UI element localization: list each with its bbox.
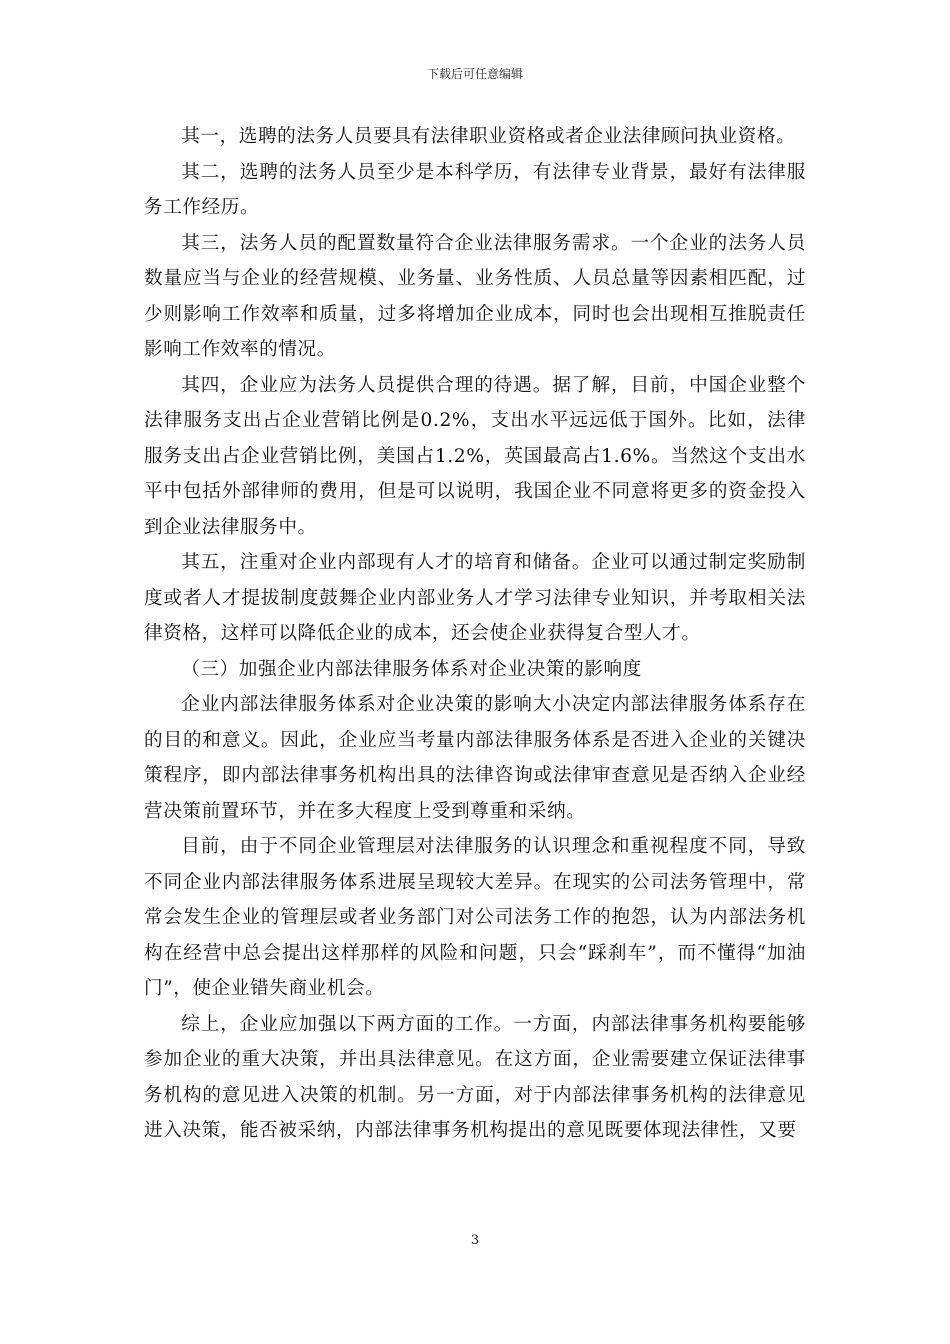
document-body (144, 119, 806, 1149)
page-header: 下载后可任意编辑 (426, 67, 523, 81)
paragraph-compensation: 其四，企业应为法务人员提供合理的待遇。据了解，目前，中国企业整个法律服务支出占企业营销比例是0.2%，支出水平远远低于国外。比如，法律服务支出占企业营销比例，美国占1.2%，英国最高占1.6%。当然这个支出水平中包括外部律师的费用，但是可以说明，我国企业不同意将更多的资金投入到企业法律服务中。 (144, 374, 806, 538)
paragraph-staffing: 其三，法务人员的配置数量符合企业法律服务需求。一个企业的法务人员数量应当与企业的经营规模、业务量、业务性质、人员总量等因素相匹配，过少则影响工作效率和质量，过多将增加企业成本，同时也会出现相互推脱责任影响工作效率的情况。 (144, 232, 806, 360)
page-number: 3 (470, 1233, 480, 1248)
paragraph-talent-reserve: 其五，注重对企业内部现有人才的培育和储备。企业可以通过制定奖励制度或者人才提拔制度鼓舞企业内部业务人才学习法律专业知识，并考取相关法律资格，这样可以降低企业的成本，还会使企业获得复合型人才。 (144, 552, 806, 644)
section-heading: （三）加强企业内部法律服务体系对企业决策的影响度 (181, 658, 642, 680)
paragraph-education: 其二，选聘的法务人员至少是本科学历，有法律专业背景，最好有法律服务工作经历。 (144, 161, 806, 218)
paragraph-current-situation: 目前，由于不同企业管理层对法律服务的认识理念和重视程度不同，导致不同企业内部法律服务体系进展呈现较大差异。在现实的公司法务管理中，常常会发生企业的管理层或者业务部门对公司法务工作的抱怨，认为内部法务机构在经营中总会提出这样那样的风险和问题，只会“踩刹车”，而不懂得“加油门”，使企业错失商业机会。 (144, 836, 806, 999)
paragraph-decision-influence: 企业内部法律服务体系对企业决策的影响大小决定内部法律服务体系存在的目的和意义。因此，企业应当考量内部法律服务体系是否进入企业的关键决策程序，即内部法律事务机构出具的法律咨询或法律审查意见是否纳入企业经营决策前置环节，并在多大程度上受到尊重和采纳。 (144, 694, 806, 822)
paragraph-qualification: 其一，选聘的法务人员要具有法律职业资格或者企业法律顾问执业资格。 (181, 126, 796, 147)
paragraph-summary: 综上，企业应加强以下两方面的工作。一方面，内部法律事务机构要能够参加企业的重大决策，并出具法律意见。在这方面，企业需要建立保证法律事务机构的意见进入决策的机制。另一方面，对于内部法律事务机构的法律意见进入决策，能否被采纳，内部法律事务机构提出的意见既要体现法律性，又要 (144, 1013, 806, 1141)
